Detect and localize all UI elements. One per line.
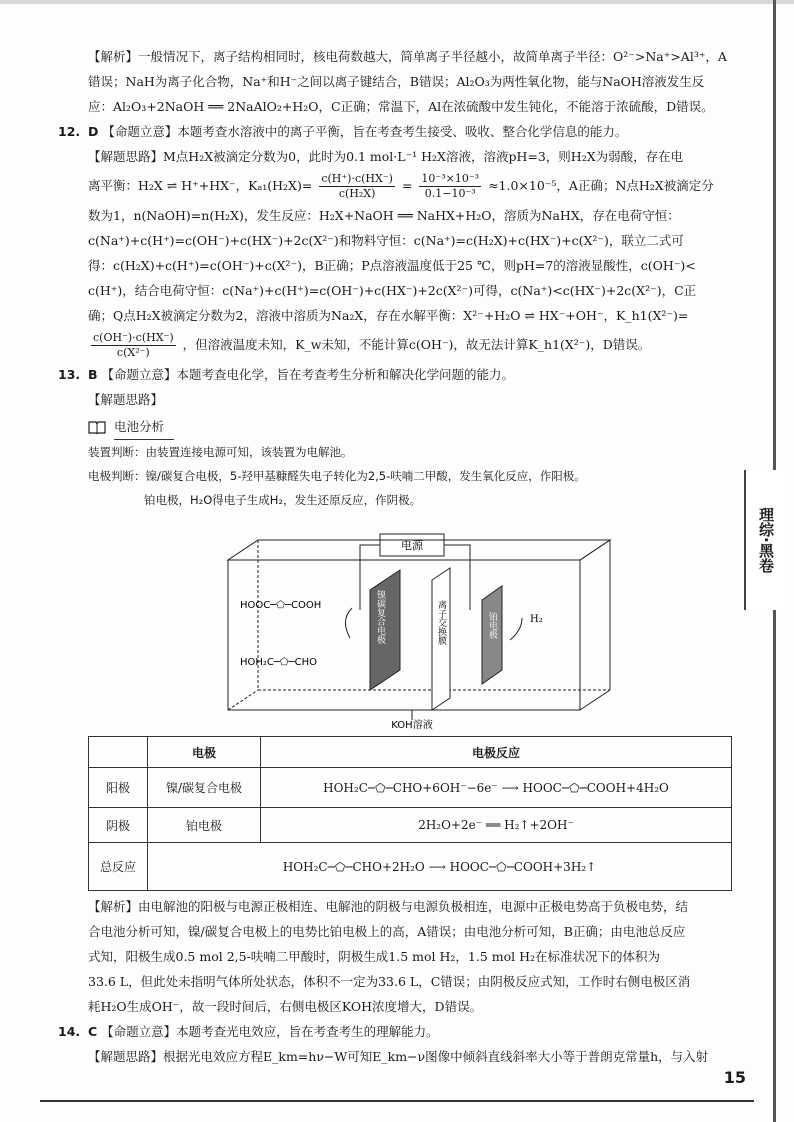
battery-analysis-title <box>88 414 728 440</box>
table-header-row <box>89 737 732 768</box>
q12-line: 确；Q点H₂X被滴定分数为2，溶液中溶质为Na₂X，存在水解平衡：X²⁻+H₂O ⇌ HX⁻+OH⁻，K_h1(X²⁻)= <box>88 308 689 323</box>
koh-label: KOH溶液 <box>391 720 433 730</box>
electrode-judgement: 铂电极，H₂O得电子生成H₂，发生还原反应，作阴极。 <box>144 493 422 507</box>
table-row <box>89 808 732 843</box>
page-top-edge <box>0 0 794 4</box>
table-cell: 镍/碳复合电极 <box>148 768 261 808</box>
q12-line2-post: ≈1.0×10⁻⁵，A正确；N点H₂X被滴定分 <box>488 178 714 193</box>
page-number: 15 <box>723 1068 746 1087</box>
q13-analysis: 式知，阳极生成0.5 mol 2,5-呋喃二甲酸时，阴极生成1.5 mol H₂，1.5 mol H₂在标准状况下的体积为 <box>88 949 661 964</box>
table-cell: HOH₂C─⬠─CHO+2H₂O ⟶ HOOC─⬠─COOH+3H₂↑ <box>148 843 732 891</box>
q12-equation-line <box>88 169 728 203</box>
q12-line: 数为1，n(NaOH)=n(H₂X)，发生反应：H₂X+NaOH ══ NaHX+H₂O，溶质为NaHX，存在电荷守恒： <box>88 208 680 223</box>
table-cell: 2H₂O+2e⁻ ══ H₂↑+2OH⁻ <box>261 808 732 843</box>
fraction-denominator: c(H₂X) <box>338 186 376 200</box>
book-icon <box>88 420 106 434</box>
membrane-label: 离子交换膜 <box>436 600 446 645</box>
question-number: 14. <box>58 1024 81 1039</box>
answer-letter: B <box>88 367 98 382</box>
pt-electrode-label: 铂电极 <box>487 612 497 639</box>
table-header: 电极 <box>148 737 261 768</box>
hmf-molecule: HOH₂C─⬠─CHO <box>240 657 318 668</box>
q13-analysis: 33.6 L，但此处未指明气体所处状态，体积不一定为33.6 L，C错误；由阴极反应式知，工作时右侧电极区消 <box>88 974 691 989</box>
q12-line8-post: ，但溶液温度未知，K_w未知，不能计算c(OH⁻)，故无法计算K_h1(X²⁻)，D错误。 <box>182 337 651 352</box>
battery-analysis-label: 电池分析 <box>114 414 174 440</box>
fraction <box>319 172 395 201</box>
fraction-denominator: 0.1−10⁻³ <box>424 186 476 200</box>
q12-final-line <box>88 328 728 362</box>
electrode-judgement: 电极判断：镍/碳复合电极，5-羟甲基糠醛失电子转化为2,5-呋喃二甲酸，发生氧化反应，作阳极。 <box>88 469 586 483</box>
table-cell: 总反应 <box>89 843 148 891</box>
intent: 【命题立意】本题考查电化学，旨在考查考生分析和解决化学问题的能力。 <box>101 367 515 382</box>
q13-analysis: 【解析】由电解池的阳极与电源正极相连、电解池的阴极与电源负极相连，电源中正极电势高于负极电势，结 <box>88 899 689 914</box>
fraction-numerator: 10⁻³×10⁻³ <box>421 171 480 185</box>
page-content <box>58 44 728 512</box>
intent: 【命题立意】本题考查光电效应，旨在考查考生的理解能力。 <box>101 1024 439 1039</box>
fraction-numerator: c(H⁺)·c(HX⁻) <box>321 171 393 185</box>
q14-line: 【解题思路】根据光电效应方程E_km=hν−W可知E_km−ν图像中倾斜直线斜率大小等于普朗克常量h，与入射 <box>88 1049 709 1064</box>
q13-analysis: 耗H₂O生成OH⁻，故一段时间后，右侧电极区KOH浓度增大，D错误。 <box>88 999 483 1014</box>
fdca-molecule: HOOC─⬠─COOH <box>240 600 322 611</box>
q12-line2-pre: 离平衡：H₂X ⇌ H⁺+HX⁻，Kₐ₁(H₂X)= <box>88 178 313 193</box>
question-number: 13. <box>58 367 81 382</box>
intent: 【命题立意】本题考查水溶液中的离子平衡，旨在考查考生接受、吸收、整合化学信息的能力。 <box>102 124 628 139</box>
ni-electrode-label: 镍碳复合电极 <box>375 590 385 644</box>
question-14-header <box>58 1019 728 1044</box>
equals-sign: = <box>401 178 413 193</box>
table-header: 电极反应 <box>261 737 732 768</box>
table-cell: 铂电极 <box>148 808 261 843</box>
q12-line: 得：c(H₂X)+c(H⁺)=c(OH⁻)+c(X²⁻)，B正确；P点溶液温度低于25 ℃，则pH=7的溶液显酸性，c(OH⁻)< <box>88 258 696 273</box>
q12-line: c(H⁺)，结合电荷守恒：c(Na⁺)+c(H⁺)=c(OH⁻)+c(HX⁻)+2c(X²⁻)可得，c(Na⁺)<c(HX⁻)+2c(X²⁻)，C正 <box>88 283 697 298</box>
table-cell: HOH₂C─⬠─CHO+6OH⁻−6e⁻ ⟶ HOOC─⬠─COOH+4H₂O <box>261 768 732 808</box>
intro-line: 应：Al₂O₃+2NaOH ══ 2NaAlO₂+H₂O，C正确；常温下，Al在浓硫酸中发生钝化，不能溶于浓硫酸，D错误。 <box>88 99 714 114</box>
fraction-denominator: c(X²⁻) <box>116 345 150 359</box>
intro-line: 【解析】一般情况下，离子结构相同时，核电荷数越大，简单离子半径越小，故简单离子半径：O²⁻>Na⁺>Al³⁺，A <box>88 49 727 64</box>
q13-analysis: 合电池分析可知，镍/碳复合电极上的电势比铂电极上的高，A错误；由电池分析可知，B正确；由电池总反应 <box>88 924 686 939</box>
electrolysis-cell-diagram <box>200 530 620 730</box>
q13-thinking: 【解题思路】 <box>88 392 164 407</box>
intro-line: 错误；NaH为离子化合物，Na⁺和H⁻之间以离子键结合，B错误；Al₂O₃为两性氧化物，能与NaOH溶液发生反 <box>88 74 705 89</box>
question-number: 12. <box>58 124 81 139</box>
fraction-numerator: c(OH⁻)·c(HX⁻) <box>93 330 174 344</box>
fraction <box>91 331 176 360</box>
table-cell: 阳极 <box>89 768 148 808</box>
power-label: 电源 <box>401 539 423 552</box>
side-tab: 理综·黑卷 <box>744 470 786 610</box>
answer-letter: D <box>88 124 99 139</box>
q12-line: c(Na⁺)+c(H⁺)=c(OH⁻)+c(HX⁻)+2c(X²⁻)和物料守恒：c(Na⁺)=c(H₂X)+c(HX⁻)+c(X²⁻)，联立二式可 <box>88 233 684 248</box>
fraction <box>419 172 481 201</box>
table-row <box>89 768 732 808</box>
q12-line: 【解题思路】M点H₂X被滴定分数为0，此时为0.1 mol·L⁻¹ H₂X溶液，溶液pH=3，则H₂X为弱酸，存在电 <box>88 149 684 164</box>
electrode-reaction-table <box>88 736 732 891</box>
lower-content <box>58 894 728 1069</box>
question-13-header <box>58 362 728 387</box>
h2-label: H₂ <box>530 614 543 625</box>
answer-letter: C <box>88 1024 98 1039</box>
bottom-rule <box>40 1100 754 1102</box>
table-header <box>89 737 148 768</box>
table-row <box>89 843 732 891</box>
device-judgement: 装置判断：由装置连接电源可知，该装置为电解池。 <box>88 445 353 459</box>
table-cell: 阴极 <box>89 808 148 843</box>
question-12-header <box>58 119 728 144</box>
